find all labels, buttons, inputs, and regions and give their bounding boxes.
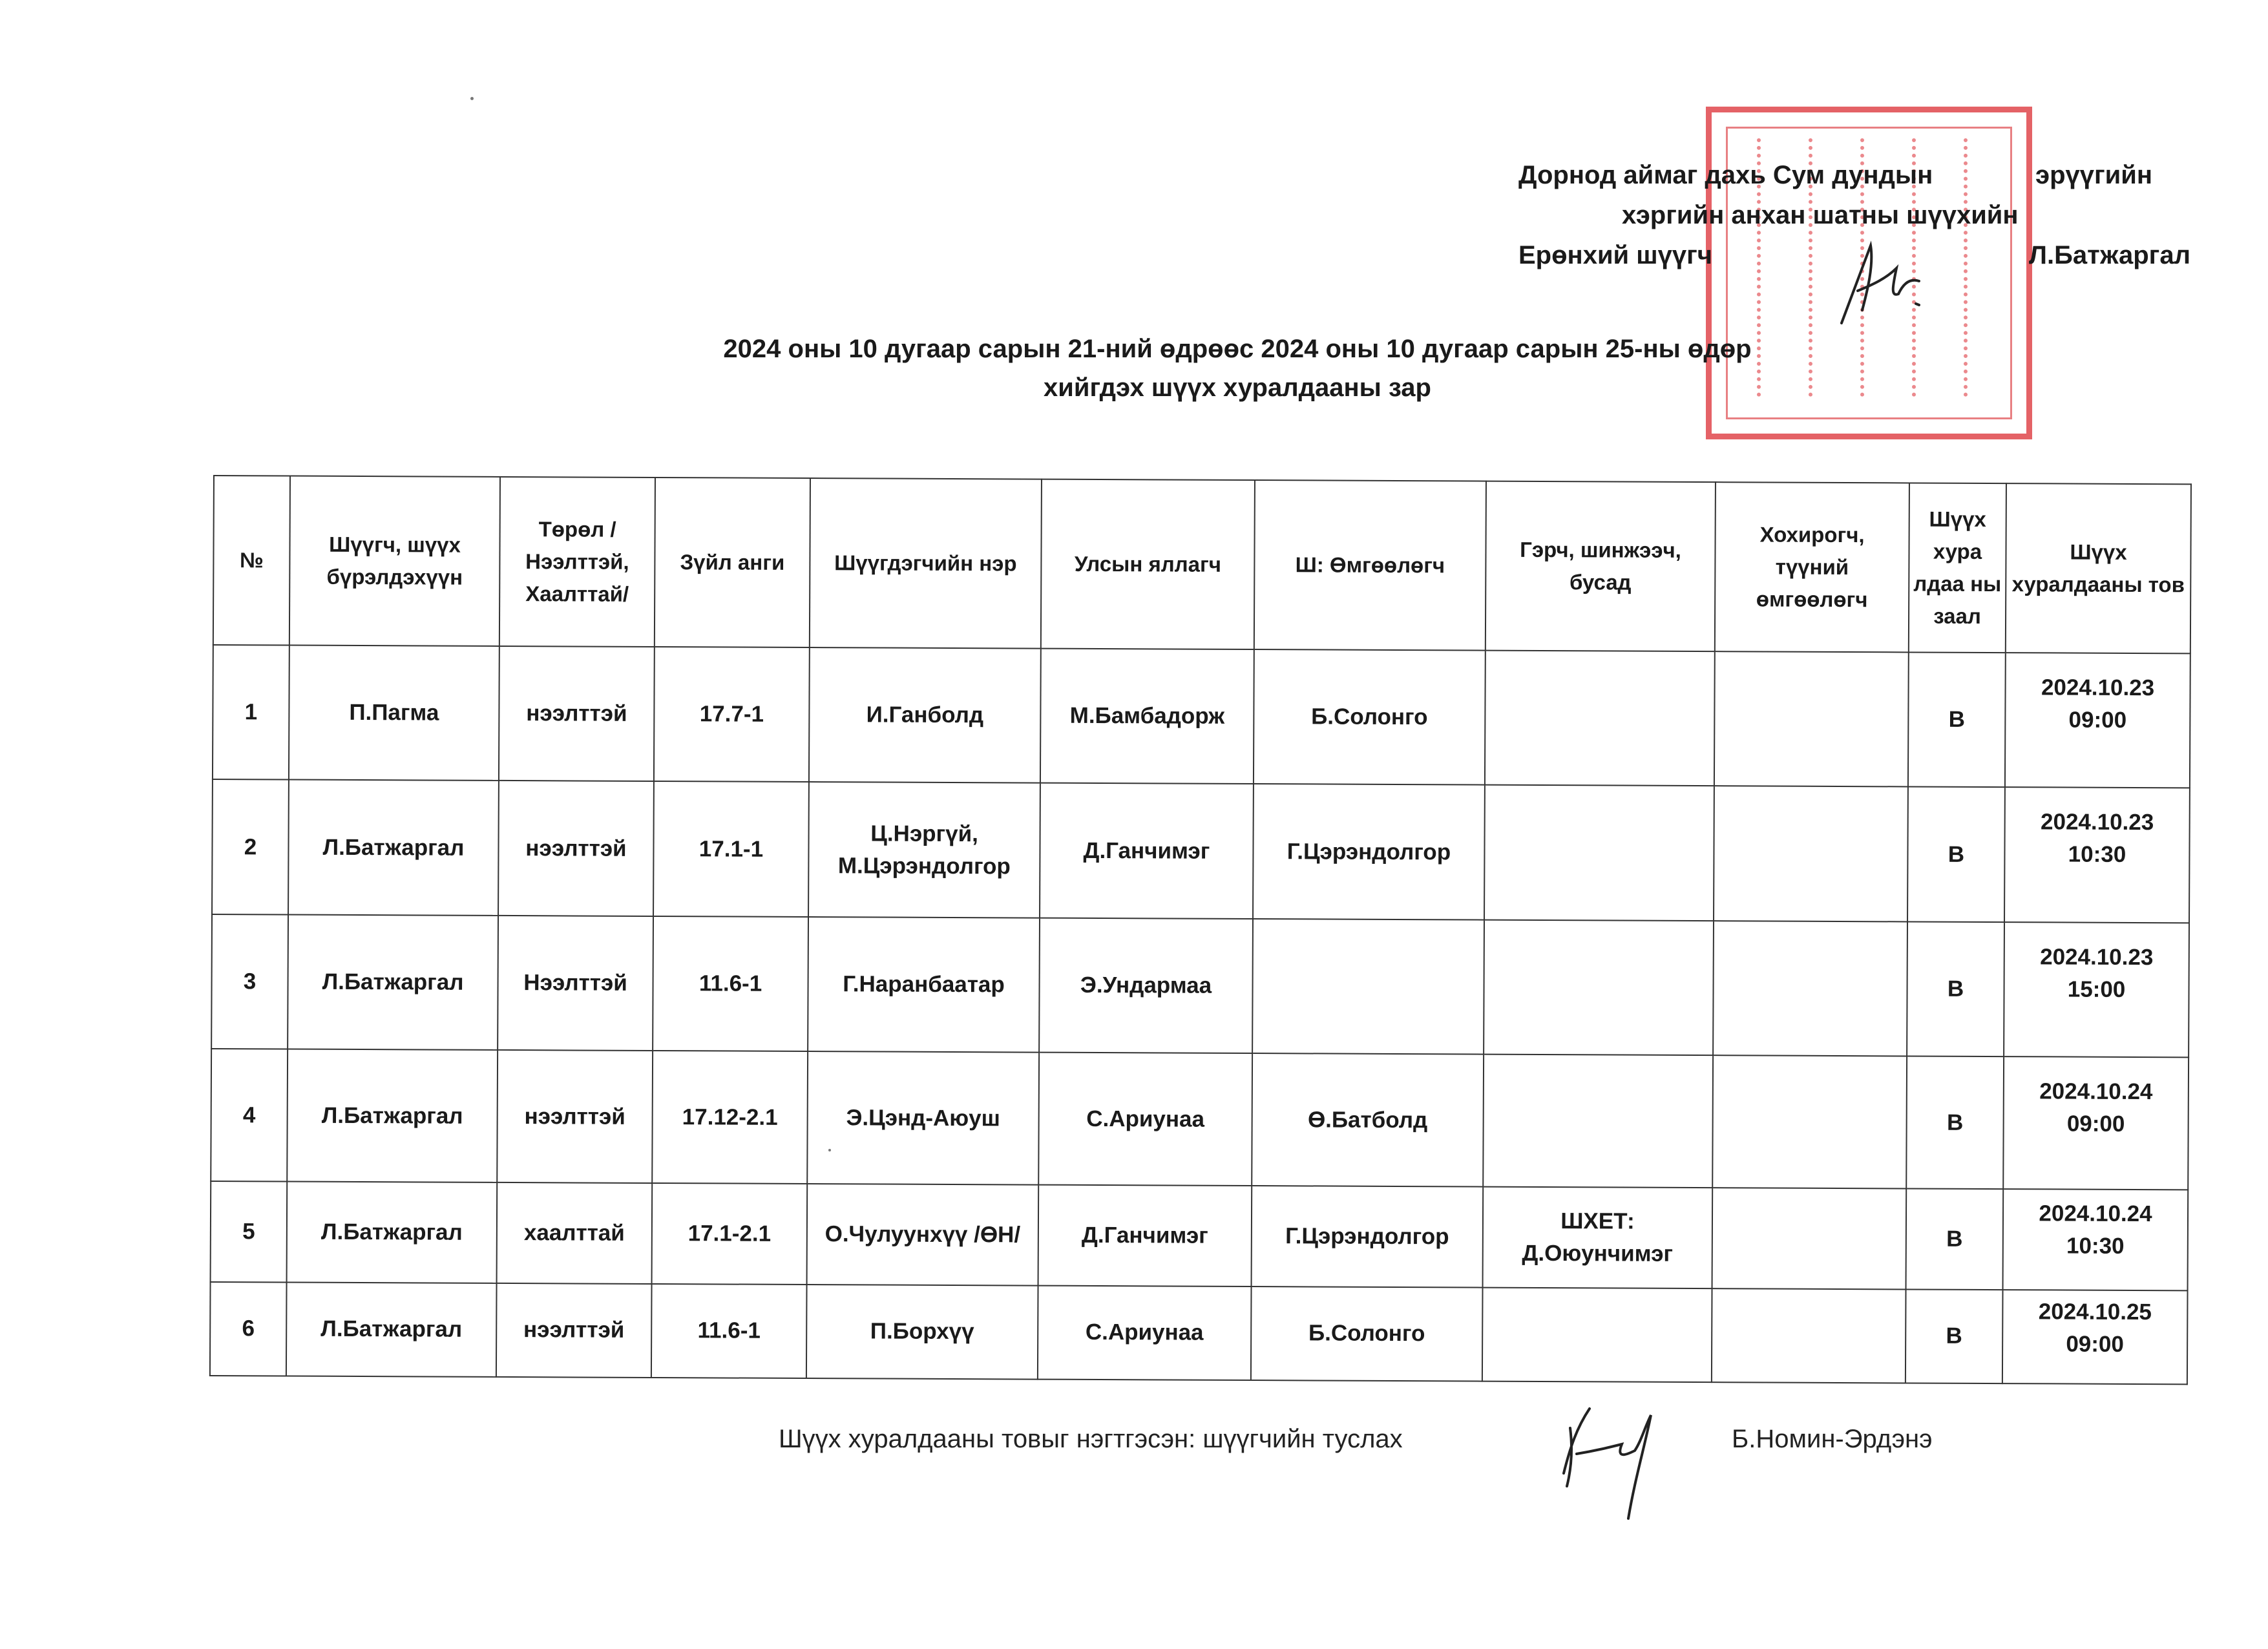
header-victim: Хохирогч, түүний өмгөөлөгч: [1715, 482, 1909, 652]
cell-hall: В: [1906, 1056, 2004, 1190]
cell-judge: Л.Батжаргал: [287, 1049, 498, 1183]
footer-assistant-name: Б.Номин-Эрдэнэ: [1732, 1425, 1933, 1453]
cell-judge: Л.Батжаргал: [288, 914, 498, 1050]
cell-prosecutor: Э.Ундармаа: [1039, 918, 1253, 1053]
hearing-schedule-table: [209, 475, 2192, 1385]
cell-defense: Г.Цэрэндолгор: [1252, 1186, 1484, 1287]
cell-defendant: П.Борхүү: [806, 1285, 1038, 1380]
cell-prosecutor: С.Ариунаа: [1038, 1285, 1252, 1380]
document-title: [549, 330, 1926, 407]
cell-number: 6: [210, 1282, 287, 1376]
table-header-row: [213, 476, 2191, 653]
cell-article: 17.1-1: [653, 781, 809, 916]
header-type: Төрөл /Нээлттэй, Хаалттай/: [499, 477, 655, 647]
header-defendant: Шүүгдэгчийн нэр: [810, 478, 1042, 649]
cell-hall: В: [1907, 921, 2004, 1056]
cell-hall: В: [1908, 652, 2006, 787]
cell-witness: [1484, 785, 1714, 921]
cell-article: 17.1-2.1: [652, 1183, 808, 1284]
cell-number: 5: [211, 1181, 288, 1282]
cell-hall: В: [1906, 1189, 2004, 1290]
cell-defendant: О.Чулуунхүү /ӨН/: [807, 1184, 1039, 1285]
cell-victim: [1713, 921, 1907, 1056]
schedule-date: 2024.10.24: [2039, 1201, 2152, 1227]
header-schedule: Шүүх хуралдааны тов: [2006, 483, 2191, 653]
table-row: [213, 645, 2190, 788]
header-hall: Шүүх хура лдаа ны заал: [1909, 483, 2006, 653]
cell-judge: Л.Батжаргал: [286, 1282, 497, 1377]
cell-article: 11.6-1: [653, 916, 808, 1051]
cell-victim: [1712, 1055, 1907, 1189]
cell-defense: Б.Солонго: [1251, 1287, 1483, 1381]
schedule-date: 2024.10.25: [2038, 1299, 2152, 1325]
cell-article: 17.12-2.1: [652, 1051, 808, 1184]
schedule-date: 2024.10.23: [2041, 675, 2155, 701]
cell-article: 11.6-1: [651, 1284, 807, 1378]
cell-witness: [1483, 1055, 1713, 1188]
cell-schedule: [2003, 1056, 2189, 1190]
cell-defense: Г.Цэрэндолгор: [1253, 784, 1485, 919]
cell-schedule: [2003, 1190, 2189, 1291]
cell-article: 17.7-1: [654, 647, 810, 782]
cell-witness: [1482, 1287, 1712, 1382]
cell-prosecutor: Д.Ганчимэг: [1040, 783, 1254, 919]
scan-speck: [470, 97, 474, 100]
table-row: [210, 1282, 2188, 1385]
cell-victim: [1714, 786, 1908, 921]
cell-defense: [1252, 919, 1484, 1055]
cell-victim: [1712, 1288, 1906, 1383]
cell-schedule: [2004, 787, 2190, 923]
cell-judge: П.Пагма: [289, 646, 499, 781]
cell-prosecutor: С.Ариунаа: [1038, 1053, 1252, 1186]
cell-schedule: [2002, 1290, 2188, 1385]
schedule-time: 09:00: [2068, 707, 2127, 733]
cell-victim: [1712, 1188, 1907, 1290]
approval-name: Л.Батжаргал: [2028, 241, 2190, 269]
header-judge: Шүүгч, шүүх бүрэлдэхүүн: [289, 476, 500, 646]
header-witness: Гэрч, шинжээч, бусад: [1486, 481, 1716, 652]
schedule-time: 10:30: [2068, 841, 2126, 868]
table-row: [211, 1181, 2189, 1290]
approval-court-line-end: эрүүгийн: [2035, 161, 2153, 189]
cell-type: нээлттэй: [497, 1050, 653, 1183]
cell-judge: Л.Батжаргал: [288, 780, 499, 916]
cell-witness: [1485, 651, 1715, 786]
title-line-1: 2024 оны 10 дугаар сарын 21-ний өдрөөс 2024 оны 10 дугаар сарын 25-ны өдөр: [723, 335, 1752, 363]
schedule-date: 2024.10.23: [2041, 809, 2154, 835]
cell-prosecutor: М.Бамбадорж: [1040, 649, 1254, 784]
cell-schedule: [2004, 922, 2189, 1058]
cell-number: 4: [211, 1049, 288, 1182]
cell-schedule: [2005, 653, 2190, 788]
schedule-date: 2024.10.24: [2039, 1078, 2153, 1105]
cell-type: нээлттэй: [496, 1283, 652, 1378]
chief-judge-signature: [1822, 233, 1932, 336]
cell-type: нээлттэй: [498, 781, 654, 916]
schedule-time: 10:30: [2066, 1233, 2125, 1259]
cell-number: 2: [212, 779, 289, 914]
schedule-time: 15:00: [2067, 976, 2126, 1002]
header-article: Зүйл анги: [655, 478, 810, 647]
cell-number: 1: [213, 645, 289, 780]
approval-role: Ерөнхий шүүгч: [1518, 241, 1712, 269]
table-row: [212, 779, 2190, 923]
cell-defense: Б.Солонго: [1254, 649, 1486, 785]
assistant-signature: [1531, 1389, 1674, 1531]
approval-court-line: Дорнод аймаг дахь Сум дундын: [1518, 161, 1933, 189]
cell-defendant: Э.Цэнд-Аюуш: [807, 1051, 1039, 1185]
cell-witness: [1484, 919, 1714, 1055]
cell-prosecutor: Д.Ганчимэг: [1038, 1185, 1252, 1287]
title-line-2: хийгдэх шүүх хуралдааны зар: [1044, 373, 1431, 402]
cell-number: 3: [211, 914, 288, 1049]
cell-witness: ШХЕТ: Д.Оюунчимэг: [1483, 1187, 1713, 1288]
header-prosecutor: Улсын яллагч: [1041, 479, 1255, 649]
schedule-date: 2024.10.23: [2040, 944, 2154, 970]
cell-defense: Ө.Батболд: [1252, 1053, 1484, 1187]
approval-court-line2: хэргийн анхан шатны шүүхийн: [1622, 201, 2019, 229]
cell-defendant: И.Ганболд: [809, 647, 1041, 783]
cell-type: хаалттай: [497, 1182, 653, 1283]
cell-type: Нээлттэй: [498, 916, 653, 1051]
cell-type: нээлттэй: [499, 646, 655, 781]
table-row: [211, 914, 2189, 1058]
cell-judge: Л.Батжаргал: [287, 1182, 498, 1283]
cell-victim: [1714, 651, 1909, 787]
header-number: №: [213, 476, 290, 646]
cell-defendant: Г.Наранбаатар: [808, 917, 1040, 1053]
header-defense: Ш: Өмгөөлөгч: [1254, 480, 1486, 651]
cell-hall: В: [1906, 1289, 2003, 1383]
schedule-time: 09:00: [2066, 1111, 2125, 1137]
schedule-time: 09:00: [2066, 1331, 2125, 1357]
cell-defendant: Ц.Нэргүй, М.Цэрэндолгор: [808, 782, 1040, 918]
footer-compiled-by: Шүүх хуралдааны товыг нэгтгэсэн: шүүгчийн туслах: [779, 1425, 1403, 1453]
cell-hall: В: [1907, 787, 2005, 922]
table-row: [211, 1049, 2189, 1190]
